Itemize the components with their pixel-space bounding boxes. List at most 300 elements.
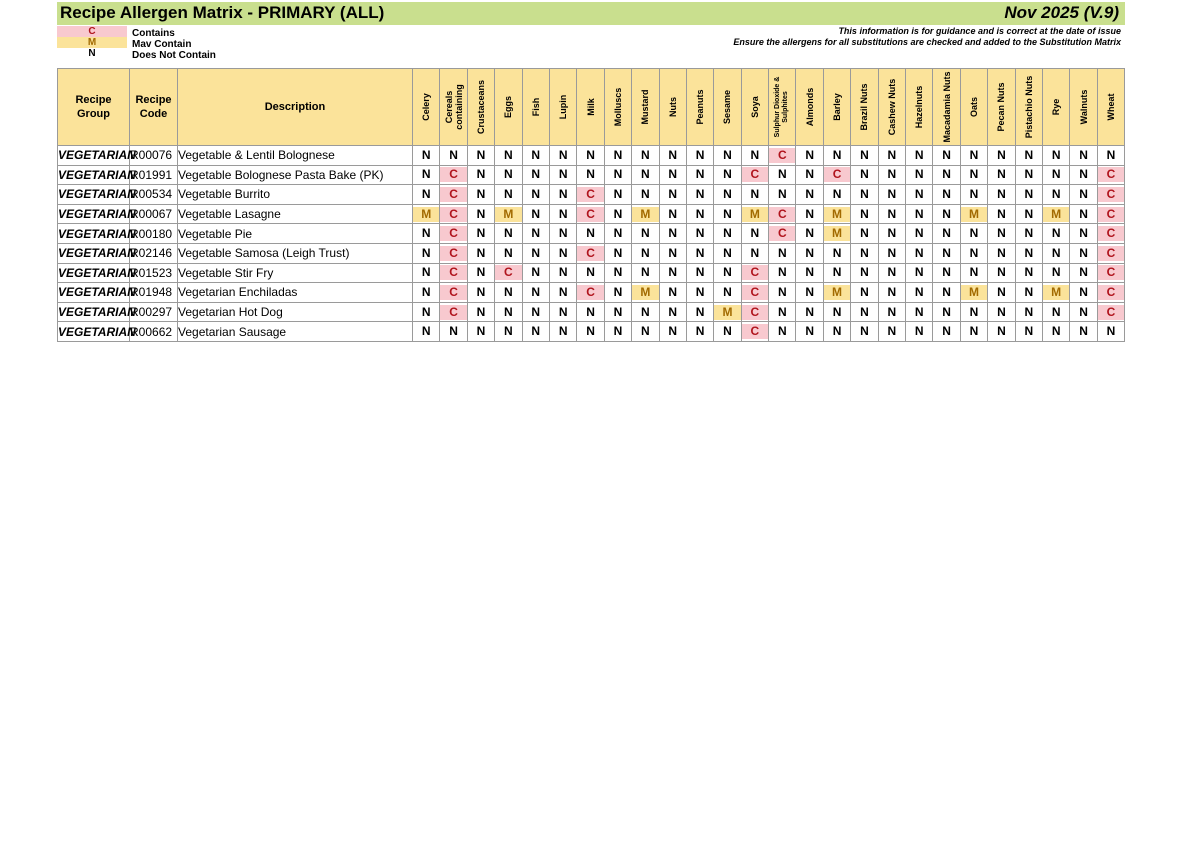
allergen-status-value: N (668, 245, 678, 260)
allergen-status-cell (960, 224, 987, 244)
allergen-status-cell (686, 165, 713, 185)
allergen-status-value: N (1051, 304, 1061, 319)
allergen-status-value: N (613, 324, 623, 339)
allergen-status-value: N (1106, 147, 1116, 162)
allergen-status-cell (495, 204, 522, 224)
allergen-status-value: N (887, 186, 897, 201)
legend-label: Mav Contain (132, 39, 192, 50)
allergen-status-cell (906, 204, 933, 224)
allergen-status-cell (714, 243, 741, 263)
allergen-status-value: C (577, 246, 603, 261)
allergen-status-cell (823, 243, 850, 263)
allergen-status-value: M (961, 285, 987, 300)
allergen-status-cell (549, 243, 576, 263)
allergen-status-value: N (887, 147, 897, 162)
allergen-status-value: N (668, 147, 678, 162)
allergen-status-value: N (421, 245, 431, 260)
allergen-status-cell (495, 224, 522, 244)
allergen-status-cell (906, 146, 933, 166)
allergen-status-value: N (1079, 167, 1088, 182)
column-header-allergen (577, 69, 604, 146)
allergen-status-value: C (1098, 265, 1124, 280)
allergen-status-value: N (832, 265, 842, 280)
allergen-status-value: N (914, 284, 924, 299)
allergen-status-value: N (668, 284, 678, 299)
allergen-status-value: N (805, 284, 814, 299)
allergen-status-value: N (942, 265, 951, 280)
allergen-status-cell (851, 165, 878, 185)
allergen-status-value: N (750, 186, 760, 201)
allergen-status-value: N (997, 284, 1006, 299)
allergen-status-value: N (586, 147, 595, 162)
allergen-status-value: N (668, 167, 678, 182)
allergen-status-value: N (805, 167, 814, 182)
table-row (58, 243, 1125, 263)
allergen-status-cell (769, 165, 796, 185)
allergen-status-cell (549, 165, 576, 185)
allergen-status-value: N (1024, 245, 1034, 260)
allergen-status-cell (686, 263, 713, 283)
allergen-status-value: N (558, 284, 568, 299)
allergen-status-value: N (914, 167, 924, 182)
allergen-status-value: N (942, 186, 951, 201)
recipe-code-cell: R00297 (130, 302, 178, 322)
allergen-status-value: N (805, 324, 814, 339)
allergen-status-cell (632, 322, 659, 342)
allergen-status-cell (714, 283, 741, 303)
header-text: Group (77, 108, 110, 120)
table-header-row (58, 69, 1125, 146)
allergen-status-cell (659, 302, 686, 322)
allergen-status-cell (604, 146, 631, 166)
allergen-status-cell (495, 146, 522, 166)
allergen-status-value: N (476, 147, 486, 162)
title-bar (57, 2, 1125, 25)
allergen-status-value: N (1079, 226, 1088, 241)
allergen-status-cell (714, 224, 741, 244)
allergen-status-cell (878, 185, 905, 205)
allergen-status-cell (1042, 243, 1069, 263)
allergen-status-cell (1042, 224, 1069, 244)
allergen-status-value: N (449, 147, 458, 162)
column-header-allergen (440, 69, 467, 146)
column-header-allergen (1070, 69, 1097, 146)
column-header-allergen (878, 69, 905, 146)
allergen-status-cell (549, 283, 576, 303)
allergen-status-value: N (668, 206, 678, 221)
allergen-status-value: N (695, 265, 705, 280)
allergen-status-cell (878, 146, 905, 166)
allergen-status-value: N (969, 147, 979, 162)
allergen-status-cell (796, 224, 823, 244)
allergen-status-cell (1015, 165, 1042, 185)
column-header-allergen (632, 69, 659, 146)
allergen-status-cell (604, 224, 631, 244)
allergen-status-cell (796, 263, 823, 283)
recipe-description-cell: Vegetarian Sausage (178, 322, 413, 342)
allergen-status-cell (741, 263, 768, 283)
allergen-status-value: N (695, 284, 705, 299)
allergen-status-cell (769, 185, 796, 205)
allergen-label: Walnuts (1078, 89, 1089, 125)
allergen-status-cell (495, 185, 522, 205)
allergen-status-value: N (531, 167, 541, 182)
allergen-status-value: N (695, 245, 705, 260)
allergen-status-cell (960, 185, 987, 205)
allergen-label: Macadamia Nuts (941, 71, 952, 143)
allergen-status-value: N (640, 245, 650, 260)
allergen-status-cell (714, 322, 741, 342)
allergen-status-value: C (440, 187, 466, 202)
allergen-status-cell (1015, 243, 1042, 263)
table-row (58, 185, 1125, 205)
allergen-status-value: N (558, 245, 568, 260)
allergen-status-cell (467, 146, 494, 166)
recipe-group-cell: VEGETARIAN (58, 283, 130, 303)
recipe-group-cell: VEGETARIAN (58, 243, 130, 263)
allergen-status-value: N (640, 226, 650, 241)
allergen-status-value: N (531, 186, 541, 201)
allergen-status-cell (878, 263, 905, 283)
allergen-status-cell (1015, 302, 1042, 322)
legend-code: M (57, 37, 127, 48)
allergen-status-cell (604, 185, 631, 205)
allergen-status-value: N (805, 186, 814, 201)
allergen-status-cell (960, 302, 987, 322)
allergen-status-value: N (531, 226, 541, 241)
allergen-status-value: N (860, 206, 869, 221)
allergen-status-cell (769, 224, 796, 244)
allergen-status-value: N (504, 226, 513, 241)
allergen-status-value: N (777, 186, 787, 201)
recipe-description-cell: Vegetable Pie (178, 224, 413, 244)
allergen-status-cell (906, 283, 933, 303)
allergen-status-value: N (421, 147, 431, 162)
allergen-status-value: C (440, 285, 466, 300)
allergen-status-value: N (531, 206, 541, 221)
allergen-status-cell (933, 146, 960, 166)
allergen-status-value: N (586, 304, 595, 319)
allergen-status-value: N (723, 226, 732, 241)
allergen-status-cell (549, 204, 576, 224)
allergen-status-cell (1070, 322, 1097, 342)
allergen-status-cell (686, 204, 713, 224)
allergen-status-cell (413, 224, 440, 244)
allergen-status-value: N (476, 324, 486, 339)
allergen-status-value: N (860, 167, 869, 182)
allergen-status-cell (933, 283, 960, 303)
allergen-status-value: N (942, 167, 951, 182)
allergen-status-cell (659, 243, 686, 263)
allergen-status-cell (686, 146, 713, 166)
allergen-status-value: M (714, 305, 740, 320)
allergen-status-cell (823, 204, 850, 224)
allergen-status-cell (440, 263, 467, 283)
allergen-status-value: N (723, 167, 732, 182)
allergen-status-cell (632, 165, 659, 185)
allergen-status-value: N (1079, 265, 1088, 280)
allergen-status-cell (933, 322, 960, 342)
allergen-status-cell (604, 204, 631, 224)
allergen-status-cell (1015, 185, 1042, 205)
allergen-status-value: N (1024, 304, 1034, 319)
allergen-status-cell (741, 185, 768, 205)
allergen-status-cell (495, 165, 522, 185)
allergen-status-cell (714, 204, 741, 224)
allergen-status-value: N (914, 245, 924, 260)
allergen-status-cell (741, 243, 768, 263)
allergen-status-cell (413, 283, 440, 303)
allergen-label: Lupin (558, 94, 569, 120)
allergen-status-value: N (832, 186, 842, 201)
allergen-status-value: N (914, 147, 924, 162)
allergen-status-value: N (695, 206, 705, 221)
allergen-status-value: N (914, 206, 924, 221)
allergen-status-value: C (769, 226, 795, 241)
allergen-status-value: C (577, 285, 603, 300)
allergen-status-cell (988, 263, 1015, 283)
allergen-status-cell (632, 243, 659, 263)
allergen-status-cell (522, 302, 549, 322)
allergen-status-value: N (860, 226, 869, 241)
allergen-status-cell (933, 224, 960, 244)
allergen-status-cell (988, 165, 1015, 185)
allergen-status-cell (604, 302, 631, 322)
allergen-status-value: N (969, 304, 979, 319)
allergen-status-cell (440, 165, 467, 185)
allergen-label: Fish (530, 97, 541, 117)
allergen-status-value: N (1024, 265, 1034, 280)
allergen-status-cell (1015, 204, 1042, 224)
allergen-status-value: N (558, 226, 568, 241)
table-row (58, 204, 1125, 224)
recipe-code-cell: R00662 (130, 322, 178, 342)
allergen-status-cell (851, 185, 878, 205)
allergen-status-cell (988, 322, 1015, 342)
header-text: Description (264, 101, 326, 113)
allergen-status-value: N (942, 226, 951, 241)
allergen-label: Oats (969, 97, 979, 118)
allergen-status-value: N (421, 284, 431, 299)
allergen-status-value: N (586, 226, 595, 241)
allergen-status-cell (522, 283, 549, 303)
allergen-status-cell (522, 146, 549, 166)
guidance-note-line: Ensure the allergens for all substitutions are checked and added to the Substitution Matrix (733, 37, 1121, 47)
allergen-status-cell (741, 322, 768, 342)
allergen-status-value: N (887, 206, 897, 221)
allergen-status-cell (988, 243, 1015, 263)
allergen-label: Sulphur Dioxide & Sulphites (774, 76, 790, 138)
allergen-label: Rye (1051, 98, 1062, 116)
column-header-allergen (495, 69, 522, 146)
allergen-status-cell (796, 302, 823, 322)
allergen-status-value: N (942, 304, 951, 319)
allergen-status-cell (495, 322, 522, 342)
allergen-status-value: N (1051, 265, 1061, 280)
allergen-status-value: N (504, 147, 513, 162)
recipe-group-cell: VEGETARIAN (58, 165, 130, 185)
column-header-allergen (960, 69, 987, 146)
recipe-description-cell: Vegetarian Enchiladas (178, 283, 413, 303)
allergen-status-value: N (476, 206, 486, 221)
allergen-status-cell (440, 283, 467, 303)
allergen-status-cell (1015, 224, 1042, 244)
allergen-status-cell (522, 165, 549, 185)
allergen-status-cell (440, 185, 467, 205)
allergen-status-cell (741, 204, 768, 224)
allergen-status-value: C (742, 324, 768, 339)
allergen-status-cell (686, 185, 713, 205)
allergen-status-value: N (832, 147, 842, 162)
allergen-status-value: N (777, 245, 787, 260)
allergen-status-cell (960, 263, 987, 283)
allergen-status-value: N (476, 226, 486, 241)
allergen-status-cell (522, 185, 549, 205)
allergen-status-value: N (613, 226, 623, 241)
version-label: Nov 2025 (V.9) (1004, 3, 1119, 22)
allergen-status-value: N (777, 167, 787, 182)
allergen-status-cell (714, 185, 741, 205)
allergen-status-cell (604, 322, 631, 342)
allergen-status-value: N (750, 245, 760, 260)
allergen-status-cell (851, 283, 878, 303)
allergen-status-value: N (476, 304, 486, 319)
allergen-label: Cashew Nuts (886, 78, 897, 136)
allergen-status-value: N (805, 245, 814, 260)
allergen-status-value: N (668, 304, 678, 319)
allergen-status-value: N (476, 167, 486, 182)
allergen-status-cell (549, 263, 576, 283)
allergen-status-value: N (969, 265, 979, 280)
allergen-status-value: N (887, 265, 897, 280)
allergen-status-cell (495, 263, 522, 283)
recipe-group-cell: VEGETARIAN (58, 322, 130, 342)
allergen-status-value: N (640, 186, 650, 201)
allergen-status-cell (522, 263, 549, 283)
allergen-status-value: N (504, 324, 513, 339)
allergen-status-value: N (860, 304, 869, 319)
allergen-status-value: N (805, 265, 814, 280)
allergen-status-value: N (668, 265, 678, 280)
allergen-status-cell (960, 146, 987, 166)
header-text: Code (139, 108, 168, 120)
legend-item-may-contain (57, 37, 357, 48)
allergen-status-value: C (742, 167, 768, 182)
allergen-status-cell (714, 165, 741, 185)
allergen-status-cell (796, 165, 823, 185)
allergen-status-cell (741, 224, 768, 244)
allergen-status-cell (823, 263, 850, 283)
allergen-status-cell (823, 185, 850, 205)
recipe-code-cell: R01991 (130, 165, 178, 185)
allergen-status-value: N (750, 226, 760, 241)
allergen-status-cell (960, 165, 987, 185)
allergen-status-cell (495, 283, 522, 303)
allergen-status-cell (1042, 302, 1069, 322)
recipe-group-cell: VEGETARIAN (58, 185, 130, 205)
allergen-status-cell (769, 302, 796, 322)
allergen-status-value: N (1051, 167, 1061, 182)
allergen-status-cell (933, 185, 960, 205)
allergen-status-cell (1097, 263, 1124, 283)
allergen-status-value: N (531, 304, 541, 319)
allergen-status-value: N (531, 324, 541, 339)
allergen-label: Cereals containing (443, 84, 464, 130)
allergen-status-value: C (440, 246, 466, 261)
allergen-status-value: N (421, 265, 431, 280)
allergen-label: Celery (421, 93, 432, 121)
allergen-status-value: C (440, 265, 466, 280)
allergen-status-value: C (742, 285, 768, 300)
allergen-status-value: N (969, 167, 979, 182)
allergen-status-value: N (695, 147, 705, 162)
allergen-status-cell (577, 322, 604, 342)
allergen-status-value: C (1098, 246, 1124, 261)
allergen-status-cell (1097, 185, 1124, 205)
allergen-status-value: N (997, 186, 1006, 201)
recipe-group-cell: VEGETARIAN (58, 263, 130, 283)
allergen-status-cell (413, 263, 440, 283)
allergen-status-cell (906, 243, 933, 263)
allergen-status-cell (495, 243, 522, 263)
allergen-status-value: C (577, 187, 603, 202)
allergen-status-value: N (997, 245, 1006, 260)
allergen-status-cell (632, 302, 659, 322)
allergen-status-cell (577, 263, 604, 283)
allergen-status-cell (577, 185, 604, 205)
table-row (58, 322, 1125, 342)
legend-item-does-not-contain (57, 48, 357, 59)
allergen-status-cell (413, 204, 440, 224)
allergen-status-cell (988, 146, 1015, 166)
allergen-status-cell (851, 146, 878, 166)
allergen-status-value: N (613, 186, 623, 201)
allergen-status-value: N (723, 245, 732, 260)
allergen-status-cell (714, 146, 741, 166)
allergen-status-value: N (531, 245, 541, 260)
allergen-status-value: N (914, 324, 924, 339)
allergen-status-cell (1015, 263, 1042, 283)
allergen-status-value: N (860, 186, 869, 201)
allergen-status-cell (988, 302, 1015, 322)
recipe-description-cell: Vegetable & Lentil Bolognese (178, 146, 413, 166)
page-title: Recipe Allergen Matrix - PRIMARY (ALL) (60, 3, 385, 22)
allergen-status-value: N (640, 324, 650, 339)
allergen-status-cell (686, 283, 713, 303)
table-row (58, 146, 1125, 166)
allergen-status-cell (1070, 302, 1097, 322)
legend-item-contains (57, 26, 357, 37)
allergen-status-cell (769, 146, 796, 166)
allergen-status-value: N (887, 226, 897, 241)
allergen-status-value: N (723, 324, 732, 339)
allergen-status-cell (1070, 263, 1097, 283)
allergen-label: Brazil Nuts (859, 83, 870, 131)
allergen-status-value: N (860, 265, 869, 280)
allergen-status-cell (413, 302, 440, 322)
allergen-status-cell (878, 322, 905, 342)
allergen-label: Sesame (722, 89, 733, 125)
allergen-label: Molluscs (612, 87, 623, 127)
allergen-status-value: M (961, 207, 987, 222)
allergen-status-value: N (476, 186, 486, 201)
recipe-code-cell: R00076 (130, 146, 178, 166)
allergen-status-cell (823, 302, 850, 322)
allergen-status-cell (440, 243, 467, 263)
allergen-status-cell (1097, 224, 1124, 244)
allergen-status-value: C (742, 305, 768, 320)
allergen-status-value: N (1024, 324, 1034, 339)
